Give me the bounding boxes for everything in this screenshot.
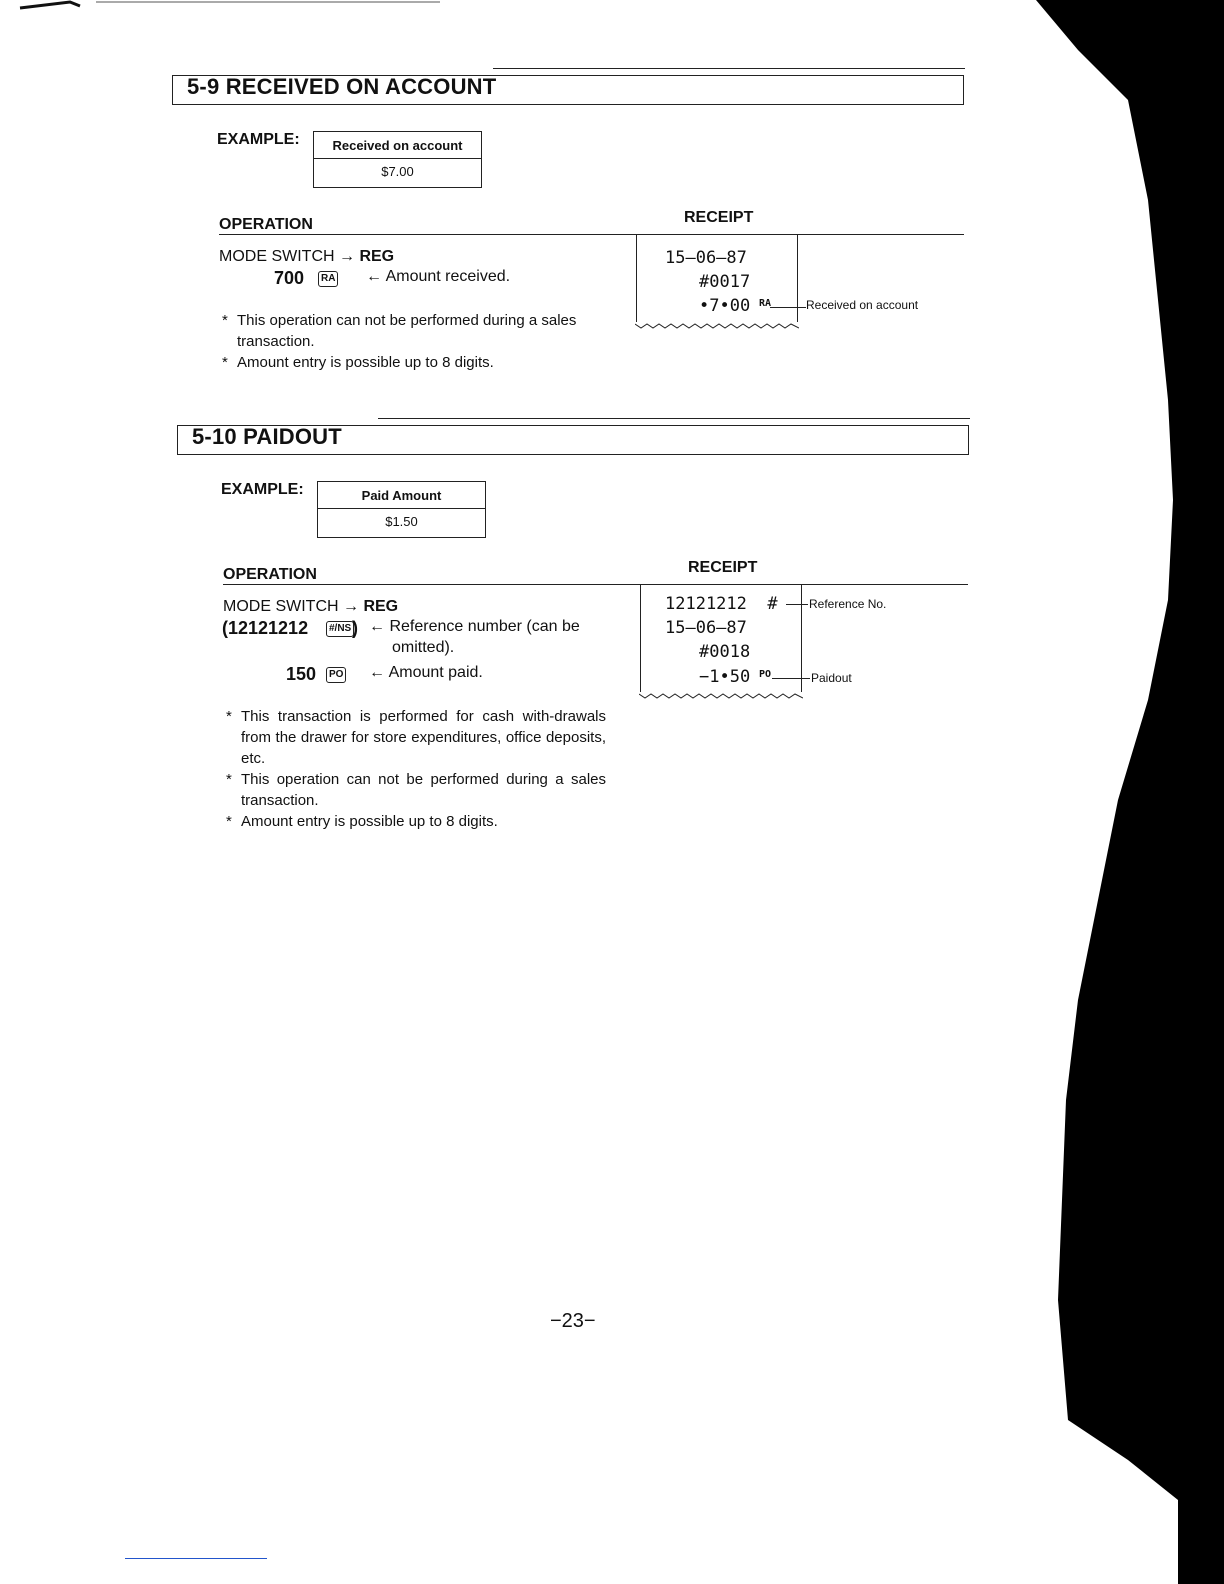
arrow-right-icon: →	[339, 248, 355, 265]
annotation-leader	[770, 307, 806, 308]
arrow-left-icon: ←	[369, 618, 385, 635]
annotation-reference-no: Reference No.	[809, 597, 887, 611]
entry-amount: 700	[274, 268, 305, 288]
receipt-amount: −1•50	[699, 667, 751, 687]
mode-switch-line	[223, 598, 398, 616]
example-label: EXAMPLE:	[217, 131, 300, 148]
footer-rule	[125, 1558, 267, 1559]
receipt-consecutive: #0018	[699, 642, 751, 662]
note-text: Amount entry is possible up to 8 digits.	[237, 354, 494, 371]
receipt-label: RECEIPT	[684, 209, 754, 226]
example-label: EXAMPLE:	[221, 481, 304, 498]
note-item: * This operation can not be performed during a sales transaction.	[226, 771, 606, 809]
operation-label: OPERATION	[223, 566, 317, 583]
section-title: 5-9 RECEIVED ON ACCOUNT	[187, 74, 497, 99]
note-item: * This operation can not be performed during a sales transaction.	[222, 312, 577, 350]
example-box	[313, 131, 482, 188]
note-item: * This transaction is performed for cash with-drawals from the drawer for store expenditures, office deposits, etc.	[226, 708, 606, 767]
receipt-label: RECEIPT	[688, 559, 758, 576]
mode-switch-text: MODE SWITCH	[219, 248, 335, 265]
po-symbol: PO	[759, 669, 772, 680]
key-label: #/NS	[326, 621, 354, 637]
receipt-reference: 12121212 #	[665, 594, 778, 614]
note-item: * Amount entry is possible up to 8 digits.	[222, 354, 494, 371]
example-box-value: $7.00	[381, 164, 414, 179]
tear-edge-icon	[639, 692, 803, 700]
receipt-slip	[636, 234, 798, 322]
scan-mark-top	[0, 0, 460, 12]
mode-value: REG	[363, 598, 399, 615]
receipt-consecutive: #0017	[699, 272, 751, 292]
section-heading-5-9	[172, 75, 964, 105]
key-label: RA	[318, 271, 338, 287]
annotation-leader	[786, 604, 808, 605]
tear-edge-icon	[635, 322, 799, 330]
section-heading-5-10	[177, 425, 969, 455]
note-text: This operation can not be performed during a sales transaction.	[237, 312, 577, 350]
ns-key-icon	[326, 620, 354, 638]
step-text: Amount received.	[385, 268, 511, 285]
example-box-header: Paid Amount	[318, 482, 485, 509]
step-text-continued: omitted).	[392, 639, 455, 656]
note-text: Amount entry is possible up to 8 digits.	[241, 813, 498, 830]
close-paren: )	[352, 618, 358, 638]
example-box-value: $1.50	[385, 514, 418, 529]
receipt-amount: •7•00	[699, 296, 751, 316]
scan-shadow-edge	[1018, 0, 1224, 1584]
notes-list	[222, 310, 592, 373]
operation-rule	[219, 234, 964, 235]
step-description	[369, 664, 483, 682]
step-description	[369, 618, 580, 636]
annotation-received-on-account: Received on account	[806, 298, 919, 312]
note-text: This transaction is performed for cash with-drawals from the drawer for store expenditures, office deposits, etc.	[241, 708, 606, 767]
operation-rule	[223, 584, 968, 585]
operation-label: OPERATION	[219, 216, 313, 233]
step-text: Amount paid.	[388, 664, 483, 681]
note-item: * Amount entry is possible up to 8 digits.	[226, 813, 498, 830]
step-description	[366, 268, 510, 286]
receipt-date: 15–06–87	[665, 248, 747, 268]
reference-amount: (12121212	[222, 618, 309, 638]
mode-value: REG	[359, 248, 395, 265]
page-number: −23−	[550, 1310, 596, 1332]
heading-rule	[378, 418, 970, 419]
section-title: 5-10 PAIDOUT	[192, 424, 342, 449]
receipt-date: 15–06–87	[665, 618, 747, 638]
example-box-header: Received on account	[314, 132, 481, 159]
step-text: Reference number (can be	[389, 618, 580, 635]
receipt-slip	[640, 584, 802, 692]
notes-list	[226, 706, 606, 832]
arrow-left-icon: ←	[366, 268, 382, 285]
key-label: PO	[326, 667, 346, 683]
entry-amount: 150	[286, 664, 317, 684]
example-box	[317, 481, 486, 538]
mode-switch-line	[219, 248, 394, 266]
annotation-leader	[772, 678, 810, 679]
ra-key-icon	[318, 270, 338, 288]
note-text: This operation can not be performed during a sales transaction.	[241, 771, 606, 809]
annotation-paidout: Paidout	[811, 671, 852, 685]
po-key-icon	[326, 666, 346, 684]
ra-symbol: RA	[759, 298, 772, 309]
heading-rule	[493, 68, 965, 69]
mode-switch-text: MODE SWITCH	[223, 598, 339, 615]
arrow-left-icon: ←	[369, 664, 385, 681]
arrow-right-icon: →	[343, 598, 359, 615]
